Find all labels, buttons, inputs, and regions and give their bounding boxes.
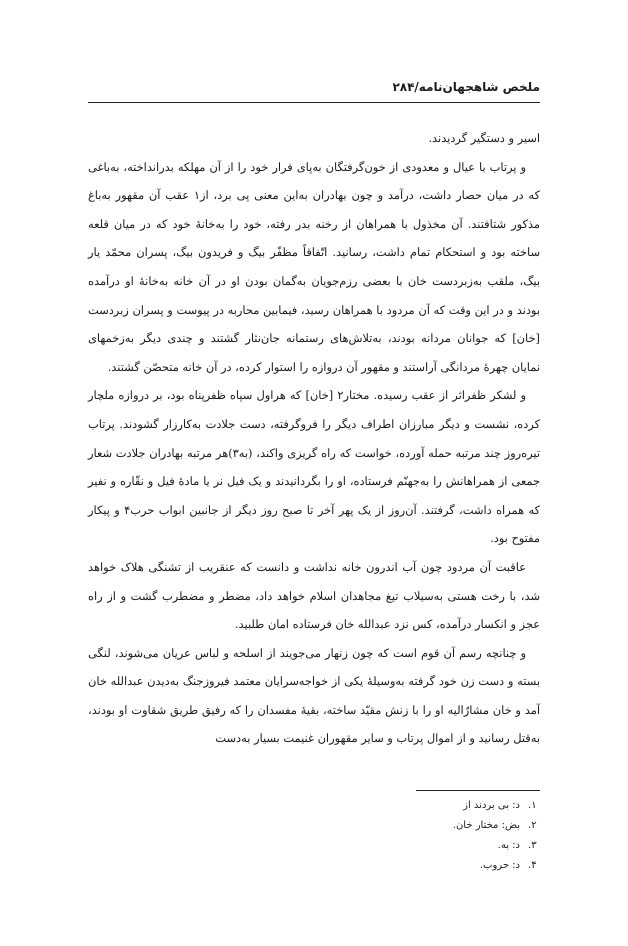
footnotes xyxy=(240,796,540,876)
footnote-text: د: به. xyxy=(497,840,520,851)
paragraph: عاقبت آن مردود چون آب اندرون خانه نداشت و دانست که عنقریب از تشنگی هلاک خواهد شد، با رخت هستی به‌سیلاب تیغ مجاهدان اسلام خواهد داد، مضطر و مضطرب گشت و از راه عجز و انکسار درآمده، کس نزد عبدالله خان فرستاده امان طلبید. xyxy=(88,559,540,632)
footnote xyxy=(240,816,540,836)
footnote xyxy=(240,856,540,876)
footnote-number: ۴. xyxy=(528,860,537,871)
paragraph: و پرتاب با عیال و معدودی از خون‌گرفتگان به‌پای فرار خود را از آن مهلکه بدرانداخته، به‌باغی که در میان حصار داشت، درآمد و چون بهادران به‌این معنی پی برد، از۱ عقب آن مقهور به‌باغ مذکور شتافتند. آن مخذول با همراهان از رخنه بدر رفته، خود را به‌خانهٔ خود که در میان قلعه ساخته بود و استحکام تمام داشت، رسانید. اتّفاقاً مظفّر بیگ و فریدون بیگ، پسران محمّد یار بیگ، ملقب به‌زبردست خان با بعضی رزم‌جویان به‌گمان بودن او در آن خانه به‌خانهٔ او درآمده بودند و در این وقت که آن مردود با همراهان رسید، فیمابین محاربه در پیوست و پسران زبردست [خان] که جوانان مردانه بودند، به‌تلاش‌های رستمانه جان‌نثار گشتند و چندی دیگر به‌زخمهای نمایان چهرهٔ مردانگی آراستند و مقهور آن دروازه را استوار کرده، در آن خانه متحصّن گشتند. xyxy=(88,159,540,374)
footnote-number: ۱. xyxy=(528,800,537,811)
footnote-text: بض: مختار خان. xyxy=(452,820,520,831)
body-text xyxy=(88,124,540,753)
running-header: ملخص شاهجهان‌نامه/۲۸۴ xyxy=(392,80,540,94)
paragraph: و لشکر ظفراثر از عقب رسیده. مختار۲ [خان] که هراول سپاه ظفرپناه بود، بر دروازه ملچار کرده، نشست و دیگر مبارزان اطراف دیگر را فروگرفته، دست جلادت به‌کارزار گشودند. پرتاب تیره‌روز چند مرتبه حمله آورده، خواست که راه گریزی واکند، (به۳)هر مرتبه بهادران جلادت شعار جمعی از همراهانش را به‌جهنّم فرستاده، او را بگردانیدند و یک فیل نر یا مادهٔ فیل و نقّاره و نفیر که همراه داشت، گرفتند. آن‌روز از یک پهر آخر تا صبح روز دیگر از جانبین ابواب حرب۴ و پیکار مفتوح بود. xyxy=(88,388,540,546)
footnote-rule xyxy=(416,790,540,791)
footnote-number: ۲. xyxy=(528,820,537,831)
footnote xyxy=(240,836,540,856)
paragraph: اسیر و دستگیر گردیدند. xyxy=(428,131,540,145)
paragraph: و چنانچه رسم آن قوم است که چون زنهار می‌جویند از اسلحه و لباس عریان می‌شوند، لنگی بسته و دست زن خود گرفته به‌وسیلهٔ یکی از خواجه‌سرایان معتمد فیروزجنگ به‌دیدن عبدالله خان آمد و خان مشارٌالیه او را با زنش مقیّد ساخته، بقیهٔ مفسدان را که رفیق طریق شقاوت او بودند، به‌قتل رسانید و از اموال پرتاب و سایر مقهوران غنیمت بسیار به‌دست xyxy=(88,645,540,746)
footnote-text: د: حروب. xyxy=(479,860,520,871)
footnote-text: د: بی بردند از xyxy=(463,800,520,811)
header-rule xyxy=(88,102,540,103)
footnote xyxy=(240,796,540,816)
footnote-number: ۳. xyxy=(528,840,537,851)
